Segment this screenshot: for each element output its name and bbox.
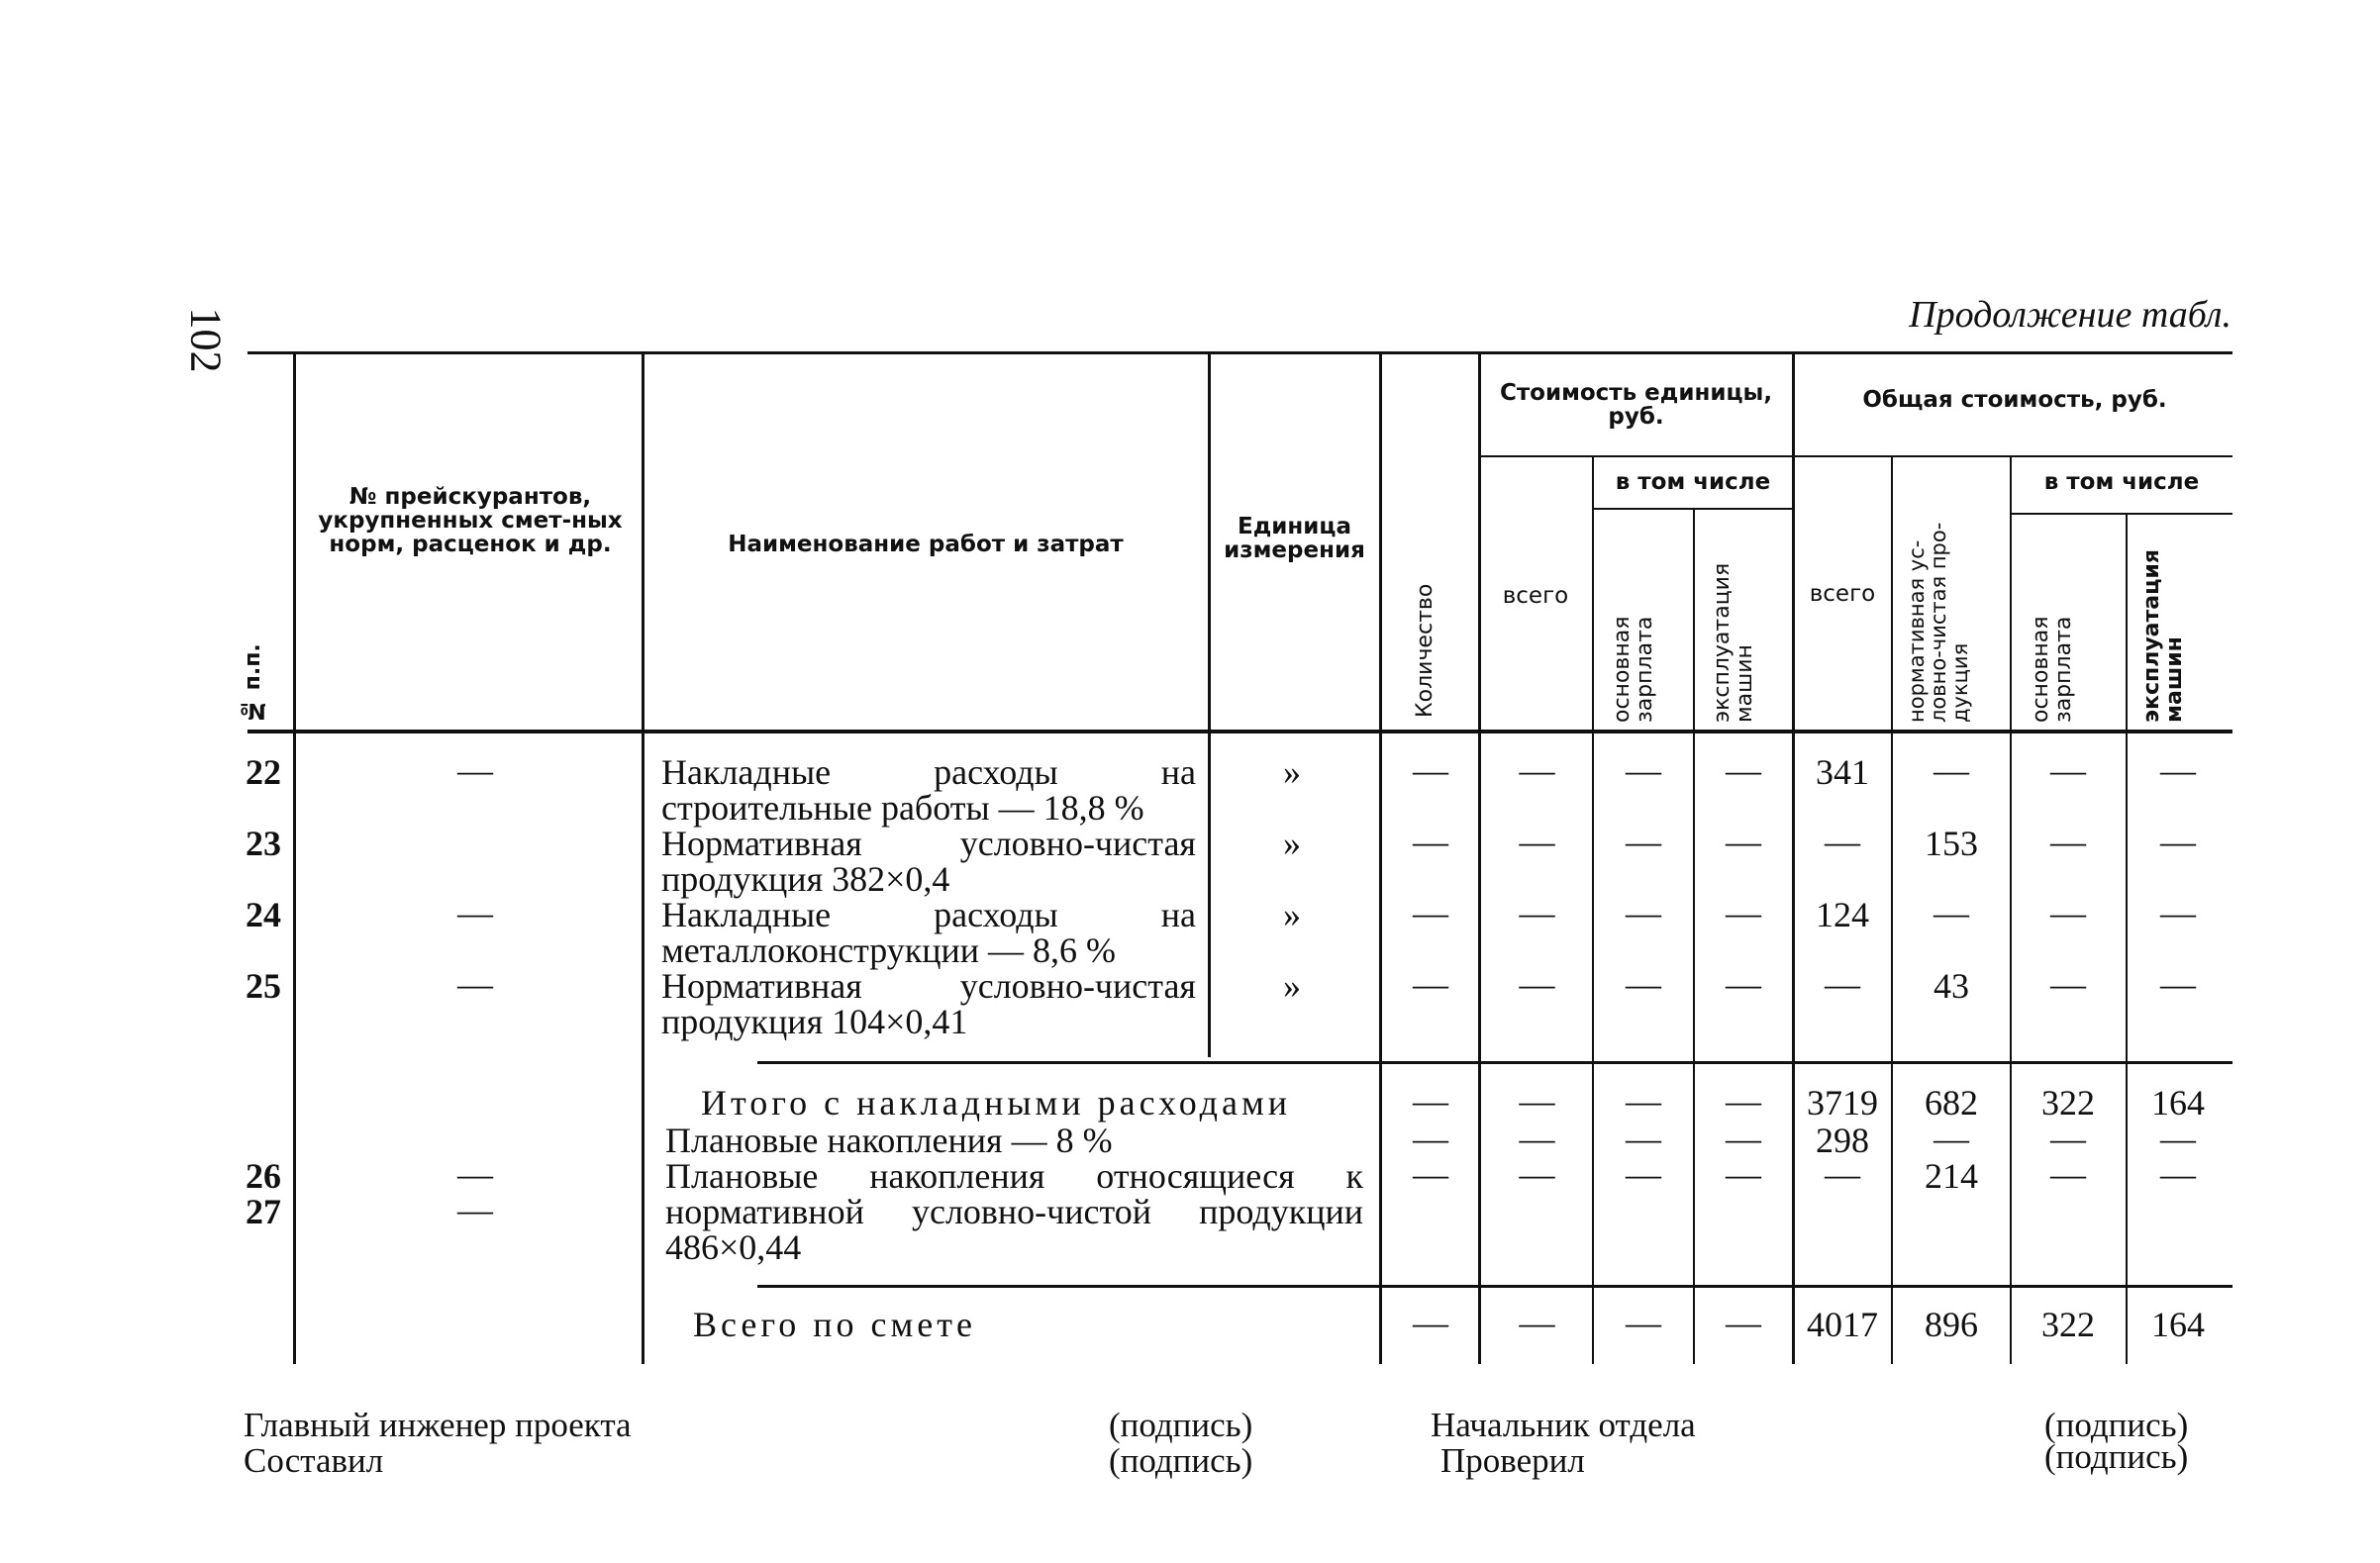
header-unit-total: всего [1502, 583, 1569, 609]
col-divider [2010, 455, 2012, 1364]
row-total-machines: — [2160, 893, 2196, 932]
grand-total-total-all: 4017 [1807, 1305, 1878, 1344]
row-total-all: — [1825, 1154, 1860, 1194]
header-sub-border [1478, 455, 1792, 457]
row-total-net: 214 [1925, 1156, 1978, 1196]
row-qty: — [1413, 750, 1448, 790]
row-number: 26 [246, 1156, 281, 1196]
row-ref: — [457, 1154, 493, 1194]
grand-total-total-machines: 164 [2151, 1305, 2205, 1344]
subtotal-border [757, 1061, 2232, 1064]
grand-total-total-salary: 322 [2041, 1305, 2095, 1344]
grand-total-border [757, 1285, 2232, 1288]
col-divider [1891, 455, 1893, 1364]
col-divider [1478, 352, 1481, 1364]
row-name: Нормативная условно-чистая продукция 104×0,41 [661, 966, 1196, 1041]
row-number: 24 [246, 895, 281, 934]
row-unit-salary: — [1626, 1119, 1661, 1158]
row-unit-all: — [1519, 750, 1555, 790]
row-unit-salary: — [1626, 1154, 1661, 1194]
row-unit: » [1283, 824, 1301, 863]
row-total-salary: — [2050, 1154, 2086, 1194]
row-total-all: 124 [1816, 895, 1869, 934]
header-bottom-border [248, 730, 2232, 733]
header-price-ref: № прейскурантов, укрупненных смет-ных норм, расценок и др. [318, 484, 623, 558]
row-name: Накладные расходы на строительные работы — 18,8 % [661, 752, 1196, 828]
row-qty: — [1413, 893, 1448, 932]
subtotal-total-all: 3719 [1807, 1083, 1878, 1123]
chief-engineer-label: Главный инженер проекта [244, 1406, 632, 1444]
row-total-salary: — [2050, 893, 2086, 932]
row-total-machines: — [2160, 822, 2196, 861]
row-unit-salary: — [1626, 750, 1661, 790]
signature-placeholder: (подпись) [2044, 1437, 2189, 1476]
row-unit-machines: — [1726, 750, 1761, 790]
col-divider [642, 352, 645, 1364]
checked-label: Проверил [1440, 1441, 1585, 1480]
row-name: Накладные расходы на металлоконструкции — 8,6 % [661, 895, 1196, 970]
header-num: № п.п. [241, 643, 265, 723]
row-qty: — [1413, 822, 1448, 861]
grand-total-qty: — [1413, 1303, 1448, 1342]
header-total-salary: основная зарплата [2029, 616, 2077, 723]
row-qty: — [1413, 1154, 1448, 1194]
col-divider [293, 352, 296, 1364]
row-qty: — [1413, 1119, 1448, 1158]
page-number: 102 [181, 307, 231, 373]
header-unit-salary: основная зарплата [1610, 616, 1658, 723]
row-number: 23 [246, 824, 281, 863]
header-unit-cost: Стоимость единицы, руб. [1499, 380, 1773, 431]
row-total-net: — [1934, 1119, 1969, 1158]
subtotal-unit-machines: — [1726, 1081, 1761, 1121]
row-total-net: 153 [1925, 824, 1978, 863]
row-unit-machines: — [1726, 1119, 1761, 1158]
continuation-title: Продолжение табл. [1909, 294, 2231, 336]
col-divider [1693, 510, 1695, 1364]
row-unit: » [1283, 966, 1301, 1006]
header-total-all: всего [1809, 581, 1876, 607]
table-top-border [248, 351, 2232, 354]
header-total-cost: Общая стоимость, руб. [1862, 387, 2167, 413]
header-total-net: нормативная ус-ловно-чистая про-дукция [1905, 522, 1973, 723]
row-unit-all: — [1519, 1119, 1555, 1158]
row-unit-all: — [1519, 1154, 1555, 1194]
row-unit: » [1283, 895, 1301, 934]
col-divider [1592, 455, 1594, 1364]
row-total-machines: — [2160, 1154, 2196, 1194]
row-unit-all: — [1519, 822, 1555, 861]
row-total-machines: — [2160, 1119, 2196, 1158]
row-qty: — [1413, 964, 1448, 1004]
row-total-net: 43 [1934, 966, 1969, 1006]
subtotal-total-machines: 164 [2151, 1083, 2205, 1123]
row-ref: — [457, 750, 493, 790]
signature-placeholder: (подпись) [1109, 1406, 1253, 1444]
row-unit-salary: — [1626, 893, 1661, 932]
grand-total-unit-salary: — [1626, 1303, 1661, 1342]
row-total-all: — [1825, 822, 1860, 861]
row-total-net: — [1934, 750, 1969, 790]
row-ref: — [457, 893, 493, 932]
header-total-machines: эксплуатация машин [2139, 549, 2188, 723]
row-total-salary: — [2050, 750, 2086, 790]
row-ref: — [457, 1190, 493, 1229]
row-total-all: 298 [1816, 1121, 1869, 1160]
header-total-incl: в том числе [2043, 469, 2200, 495]
header-sub-border [1794, 455, 2232, 457]
header-qty: Количество [1413, 583, 1438, 718]
col-divider [1379, 352, 1382, 1364]
row-unit-machines: — [1726, 964, 1761, 1004]
row-name: Плановые накопления — 8 % [665, 1121, 1113, 1160]
row-unit: » [1283, 752, 1301, 792]
row-unit-salary: — [1626, 822, 1661, 861]
subtotal-total-salary: 322 [2041, 1083, 2095, 1123]
row-name: Плановые накопления относящиеся к нормативной условно-чистой продукции 486×0,44 [665, 1156, 1363, 1267]
header-unit-incl: в том числе [1615, 469, 1771, 495]
col-divider [2126, 515, 2128, 1364]
row-unit-machines: — [1726, 893, 1761, 932]
grand-total-unit-machines: — [1726, 1303, 1761, 1342]
subtotal-label: Итого с накладными расходами [701, 1083, 1292, 1123]
row-total-salary: — [2050, 1119, 2086, 1158]
row-unit-all: — [1519, 964, 1555, 1004]
header-name: Наименование работ и затрат [728, 532, 1124, 557]
row-unit-machines: — [1726, 822, 1761, 861]
grand-total-label: Всего по смете [693, 1305, 976, 1344]
header-unit-machines: эксплуатация машин [1710, 562, 1758, 723]
row-total-all: 341 [1816, 752, 1869, 792]
row-total-machines: — [2160, 750, 2196, 790]
subtotal-qty: — [1413, 1081, 1448, 1121]
col-divider [1792, 352, 1795, 1364]
row-unit-salary: — [1626, 964, 1661, 1004]
row-total-machines: — [2160, 964, 2196, 1004]
header-sub-border [2010, 513, 2232, 515]
subtotal-unit-salary: — [1626, 1081, 1661, 1121]
subtotal-unit-all: — [1519, 1081, 1555, 1121]
row-total-salary: — [2050, 822, 2086, 861]
row-total-net: — [1934, 893, 1969, 932]
header-unit: Единица измерения [1224, 514, 1365, 564]
header-sub-border [1594, 508, 1792, 510]
grand-total-total-net: 896 [1925, 1305, 1978, 1344]
row-number: 22 [246, 752, 281, 792]
compiled-label: Составил [244, 1441, 384, 1480]
row-total-all: — [1825, 964, 1860, 1004]
row-name: Нормативная условно-чистая продукция 382×0,4 [661, 824, 1196, 899]
row-ref: — [457, 964, 493, 1004]
grand-total-unit-all: — [1519, 1303, 1555, 1342]
row-total-salary: — [2050, 964, 2086, 1004]
dept-head-label: Начальник отдела [1431, 1406, 1696, 1444]
row-unit-machines: — [1726, 1154, 1761, 1194]
row-number: 25 [246, 966, 281, 1006]
row-unit-all: — [1519, 893, 1555, 932]
row-number: 27 [246, 1192, 281, 1231]
col-divider [1208, 352, 1211, 1057]
subtotal-total-net: 682 [1925, 1083, 1978, 1123]
signature-placeholder: (подпись) [2044, 1406, 2189, 1444]
signature-placeholder: (подпись) [1109, 1441, 1253, 1480]
